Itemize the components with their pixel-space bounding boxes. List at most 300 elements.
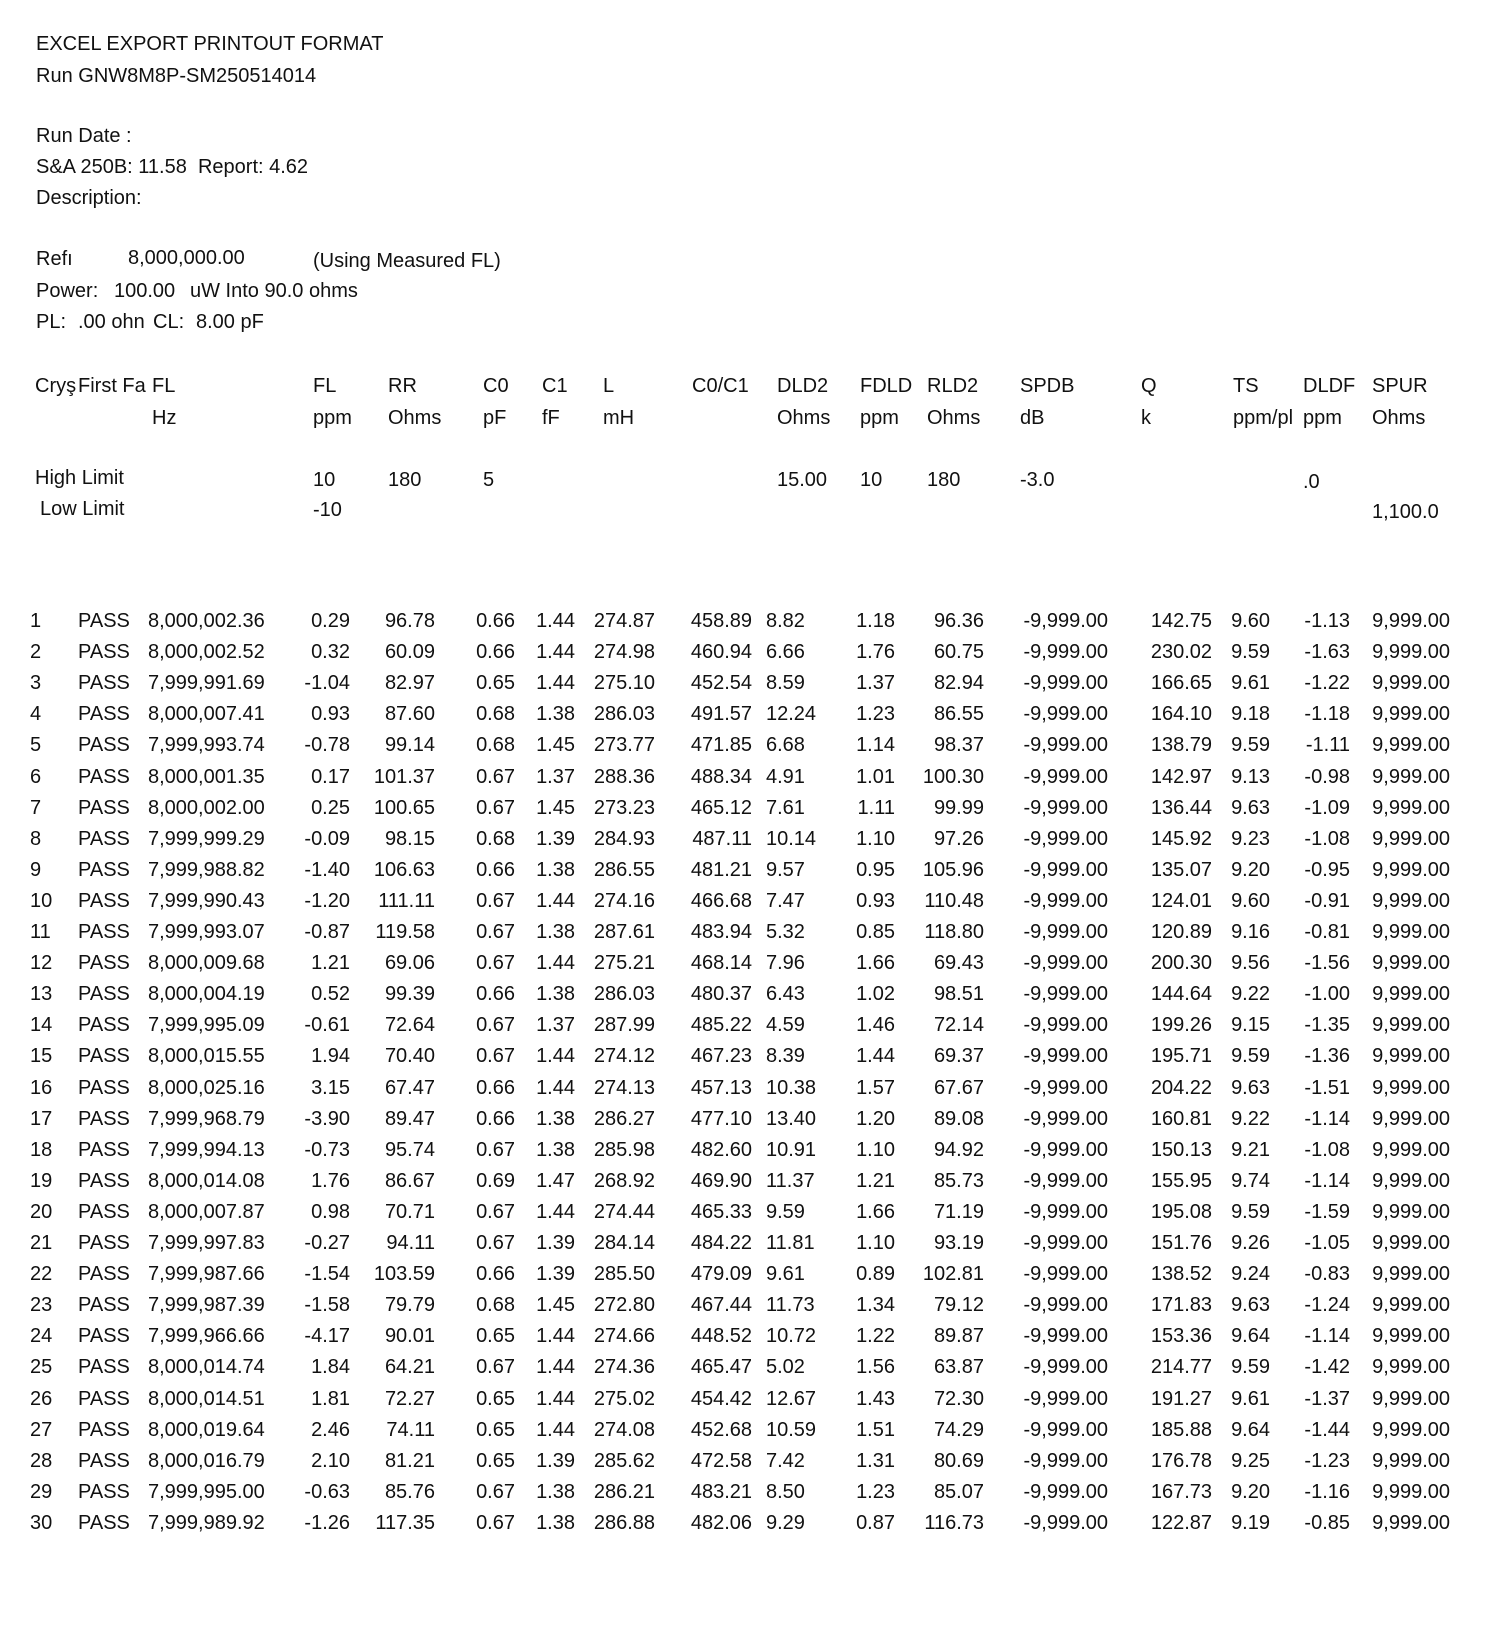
table-row <box>0 948 1504 978</box>
cell-ts: 9.61 <box>1231 672 1270 695</box>
cell-rld2: 72.14 <box>933 1014 984 1037</box>
cell-spur: 9,999.00 <box>1372 734 1450 757</box>
table-row <box>0 1384 1504 1414</box>
cell-c0-c1: 465.47 <box>690 1356 752 1379</box>
cell-q: 160.81 <box>1150 1107 1212 1130</box>
cell-q: 200.30 <box>1150 952 1212 975</box>
cell-spdb: -9,999.00 <box>1023 1449 1108 1472</box>
cell-ts: 9.64 <box>1231 1418 1270 1441</box>
cell-fdld: 1.10 <box>856 827 895 850</box>
cell-c1: 1.38 <box>536 921 575 943</box>
cell-l: 288.36 <box>593 765 655 788</box>
table-row <box>0 886 1504 916</box>
cell-dldf: -1.14 <box>1304 1107 1350 1130</box>
cell-ts: 9.20 <box>1231 858 1270 881</box>
cell-c0-c1: 485.22 <box>690 1014 752 1037</box>
cell-c1: 1.45 <box>536 1294 575 1317</box>
cell-spdb: -9,999.00 <box>1023 1045 1108 1068</box>
cell-spur: 9,999.00 <box>1372 610 1450 632</box>
cell-dldf: -1.05 <box>1304 1232 1350 1254</box>
cell-rr: 85.76 <box>384 1480 435 1503</box>
run-date: Run Date : <box>36 125 132 147</box>
cell-fl-ppm: -1.26 <box>304 1511 350 1534</box>
cell-q: 155.95 <box>1150 1169 1212 1192</box>
cell-rld2: 94.92 <box>933 1138 984 1161</box>
col-header: FL <box>152 375 176 397</box>
cell-spdb: -9,999.00 <box>1023 1169 1108 1192</box>
cell-ts: 9.20 <box>1231 1480 1270 1503</box>
cell-c1: 1.44 <box>536 672 575 695</box>
cell-rr: 82.97 <box>384 672 435 695</box>
cell-dld2: 12.24 <box>766 703 817 726</box>
cell-dldf: -1.23 <box>1304 1449 1350 1472</box>
cell-dld2: 12.67 <box>766 1387 817 1410</box>
cell-l: 274.98 <box>593 641 655 664</box>
cell-spur: 9,999.00 <box>1372 983 1450 1006</box>
cell-dldf: -1.63 <box>1304 641 1350 664</box>
cell-l: 273.23 <box>593 796 655 819</box>
cell-spur: 9,999.00 <box>1372 1480 1450 1503</box>
cell-ts: 9.13 <box>1231 765 1270 788</box>
run-label: Run <box>36 65 73 87</box>
ref-note: (Using Measured FL) <box>313 250 501 272</box>
cell-dld2: 8.82 <box>766 610 805 632</box>
cell-fl-ppm: -3.90 <box>304 1107 350 1130</box>
col-unit: ppm <box>1303 407 1342 429</box>
cell-fl-ppm: -0.63 <box>304 1480 350 1503</box>
cell-rr: 111.11 <box>378 889 435 912</box>
cell-c0: 0.65 <box>476 1325 515 1348</box>
cell-l: 274.12 <box>593 1045 655 1068</box>
cell-spur: 9,999.00 <box>1372 1418 1450 1441</box>
cell-c1: 1.44 <box>536 610 575 632</box>
cell-row-number: 19 <box>30 1169 53 1192</box>
cell-c0-c1: 483.94 <box>690 921 752 943</box>
cell-fl-ppm: -0.87 <box>304 921 350 943</box>
cell-dld2: 11.81 <box>766 1232 815 1254</box>
cell-ts: 9.26 <box>1231 1232 1270 1254</box>
cell-ts: 9.64 <box>1231 1325 1270 1348</box>
cell-rr: 86.67 <box>384 1169 435 1192</box>
cell-fl-hz: 7,999,968.79 <box>148 1107 265 1130</box>
cell-rr: 69.06 <box>384 952 435 975</box>
cell-status: PASS <box>78 765 130 788</box>
cell-rr: 70.40 <box>384 1045 435 1068</box>
cell-spdb: -9,999.00 <box>1023 672 1108 695</box>
cell-status: PASS <box>78 1480 130 1503</box>
cell-dld2: 8.50 <box>766 1480 805 1503</box>
cell-fl-hz: 7,999,993.07 <box>148 921 265 943</box>
table-row <box>0 793 1504 823</box>
cell-l: 287.99 <box>593 1014 655 1037</box>
cell-fdld: 0.87 <box>856 1511 895 1534</box>
cell-dld2: 9.59 <box>766 1200 805 1223</box>
cell-fdld: 1.56 <box>856 1356 895 1379</box>
cell-c0: 0.67 <box>476 796 515 819</box>
power-value: 100.00 <box>114 280 176 302</box>
cell-spur: 9,999.00 <box>1372 1387 1450 1410</box>
cell-dldf: -1.14 <box>1304 1325 1350 1348</box>
cell-fl-hz: 7,999,966.66 <box>148 1325 265 1348</box>
high-limit-label: High Limit <box>35 467 124 489</box>
cell-fl-ppm: -0.61 <box>304 1014 350 1037</box>
cell-rr: 72.27 <box>384 1387 435 1410</box>
cell-row-number: 23 <box>30 1294 53 1317</box>
cell-row-number: 24 <box>30 1325 53 1348</box>
cell-rld2: 102.81 <box>922 1263 984 1286</box>
cell-spdb: -9,999.00 <box>1023 1480 1108 1503</box>
cell-c1: 1.44 <box>536 1418 575 1441</box>
cell-q: 144.64 <box>1150 983 1212 1006</box>
cell-q: 195.71 <box>1150 1045 1212 1068</box>
cell-dldf: -1.11 <box>1305 734 1350 757</box>
cell-l: 274.13 <box>593 1076 655 1099</box>
cell-status: PASS <box>78 1418 130 1441</box>
cell-l: 275.21 <box>593 952 655 975</box>
cell-l: 274.08 <box>593 1418 655 1441</box>
cell-ts: 9.25 <box>1231 1449 1270 1472</box>
cell-l: 284.14 <box>593 1232 655 1254</box>
cell-q: 138.52 <box>1150 1263 1212 1286</box>
cell-c0-c1: 483.21 <box>690 1480 752 1503</box>
cell-status: PASS <box>78 1045 130 1068</box>
cell-spdb: -9,999.00 <box>1023 1294 1108 1317</box>
cell-fl-ppm: 2.10 <box>311 1449 350 1472</box>
cell-dldf: -1.08 <box>1304 1138 1350 1161</box>
cell-rld2: 97.26 <box>933 827 984 850</box>
col-header: DLD2 <box>777 375 829 397</box>
cell-row-number: 30 <box>30 1511 53 1534</box>
cell-c0: 0.67 <box>476 1511 515 1534</box>
cell-l: 286.55 <box>593 858 655 881</box>
cell-fl-ppm: 0.25 <box>311 796 350 819</box>
cell-l: 272.80 <box>593 1294 655 1317</box>
cell-c0: 0.67 <box>476 1232 515 1254</box>
cell-c1: 1.38 <box>536 983 575 1006</box>
table-row <box>0 1073 1504 1103</box>
cell-rld2: 98.37 <box>933 734 984 757</box>
cell-spur: 9,999.00 <box>1372 796 1450 819</box>
cell-fl-ppm: 0.93 <box>311 703 350 726</box>
cell-fl-hz: 7,999,990.43 <box>148 889 265 912</box>
cell-fdld: 1.11 <box>857 796 895 819</box>
cell-fdld: 1.18 <box>856 610 895 632</box>
cell-fl-hz: 8,000,002.52 <box>148 641 265 664</box>
cell-status: PASS <box>78 1325 130 1348</box>
cell-q: 142.97 <box>1150 765 1212 788</box>
cell-dld2: 7.47 <box>766 889 805 912</box>
cell-fl-ppm: 0.29 <box>311 610 350 632</box>
col-header: FDLD <box>860 375 913 397</box>
cell-l: 285.62 <box>593 1449 655 1472</box>
cell-row-number: 21 <box>30 1232 53 1254</box>
cell-spdb: -9,999.00 <box>1023 889 1108 912</box>
cell-fl-hz: 8,000,007.41 <box>148 703 265 726</box>
cell-fdld: 1.10 <box>856 1138 895 1161</box>
cell-c0: 0.66 <box>476 1263 515 1286</box>
cell-dldf: -1.18 <box>1304 703 1350 726</box>
cell-dld2: 13.40 <box>766 1107 817 1130</box>
cell-fl-hz: 7,999,989.92 <box>148 1511 265 1534</box>
cell-q: 171.83 <box>1150 1294 1212 1317</box>
cell-spur: 9,999.00 <box>1372 1294 1450 1317</box>
cell-dldf: -1.44 <box>1304 1418 1350 1441</box>
cell-c0-c1: 472.58 <box>690 1449 752 1472</box>
cell-q: 214.77 <box>1150 1356 1212 1379</box>
cell-fl-hz: 8,000,009.68 <box>148 952 265 975</box>
cell-row-number: 18 <box>30 1138 53 1161</box>
cell-spur: 9,999.00 <box>1372 641 1450 664</box>
cell-fl-ppm: -0.27 <box>304 1232 350 1254</box>
cell-dldf: -1.37 <box>1304 1387 1350 1410</box>
cell-l: 268.92 <box>593 1169 655 1192</box>
cell-dldf: -1.42 <box>1304 1356 1350 1379</box>
low-limit-label: Low Limit <box>40 498 125 520</box>
cell-l: 286.03 <box>593 703 655 726</box>
cell-dldf: -1.00 <box>1304 983 1350 1006</box>
table-row <box>0 1135 1504 1165</box>
cell-c1: 1.39 <box>536 1449 575 1472</box>
cell-c1: 1.47 <box>536 1169 575 1192</box>
cell-fl-hz: 7,999,995.00 <box>148 1480 265 1503</box>
table-row <box>0 1259 1504 1289</box>
cell-dld2: 8.59 <box>766 672 805 695</box>
cell-dldf: -1.13 <box>1304 610 1350 632</box>
cell-spur: 9,999.00 <box>1372 1449 1450 1472</box>
cell-c0: 0.65 <box>476 672 515 695</box>
cell-dld2: 10.14 <box>766 827 817 850</box>
cell-c0: 0.67 <box>476 1138 515 1161</box>
cell-rr: 60.09 <box>384 641 435 664</box>
cell-rld2: 110.48 <box>924 889 984 912</box>
cell-c1: 1.45 <box>536 734 575 757</box>
cell-rld2: 69.37 <box>933 1045 984 1068</box>
cell-dldf: -0.95 <box>1304 858 1350 881</box>
cell-c1: 1.44 <box>536 1076 575 1099</box>
cell-c0-c1: 467.23 <box>690 1045 752 1068</box>
cell-q: 195.08 <box>1150 1200 1212 1223</box>
cell-spur: 9,999.00 <box>1372 672 1450 695</box>
cell-c0: 0.67 <box>476 921 515 943</box>
cell-spur: 9,999.00 <box>1372 889 1450 912</box>
table-row <box>0 855 1504 885</box>
cell-dldf: -0.81 <box>1304 921 1350 943</box>
cell-q: 151.76 <box>1150 1232 1212 1254</box>
cell-c0-c1: 491.57 <box>690 703 752 726</box>
cell-spdb: -9,999.00 <box>1023 796 1108 819</box>
col-header: C1 <box>542 375 568 397</box>
cell-fl-ppm: 1.81 <box>311 1387 350 1410</box>
cell-c0: 0.67 <box>476 1480 515 1503</box>
cell-rld2: 89.87 <box>933 1325 984 1348</box>
cell-status: PASS <box>78 610 130 632</box>
cell-spur: 9,999.00 <box>1372 1356 1450 1379</box>
cell-fl-hz: 7,999,991.69 <box>148 672 265 695</box>
cell-row-number: 15 <box>30 1045 53 1068</box>
col-unit: dB <box>1020 407 1045 429</box>
cell-row-number: 1 <box>30 610 42 632</box>
cell-rld2: 69.43 <box>933 952 984 975</box>
cell-q: 142.75 <box>1150 610 1212 632</box>
table-row <box>0 1166 1504 1196</box>
cell-rld2: 118.80 <box>924 921 984 943</box>
high-limit-value: .0 <box>1303 471 1320 493</box>
table-row <box>0 1477 1504 1507</box>
cell-row-number: 9 <box>30 858 42 881</box>
cell-spdb: -9,999.00 <box>1023 1200 1108 1223</box>
cell-c1: 1.44 <box>536 1387 575 1410</box>
col-header: RLD2 <box>927 375 979 397</box>
cell-c1: 1.39 <box>536 1263 575 1286</box>
cell-c0: 0.65 <box>476 1418 515 1441</box>
cell-status: PASS <box>78 1449 130 1472</box>
cell-rld2: 105.96 <box>922 858 984 881</box>
cell-spdb: -9,999.00 <box>1023 921 1108 943</box>
cell-rr: 79.79 <box>384 1294 435 1317</box>
cell-q: 120.89 <box>1150 921 1212 943</box>
cell-fl-ppm: -1.54 <box>304 1263 350 1286</box>
cell-c1: 1.44 <box>536 1325 575 1348</box>
cell-c0-c1: 477.10 <box>690 1107 752 1130</box>
cell-ts: 9.23 <box>1231 827 1270 850</box>
cell-c0: 0.68 <box>476 827 515 850</box>
cell-fdld: 1.31 <box>856 1449 895 1472</box>
cell-c0-c1: 488.34 <box>690 765 752 788</box>
cell-c0-c1: 482.60 <box>690 1138 752 1161</box>
cell-fdld: 1.14 <box>856 734 895 757</box>
cell-fdld: 1.76 <box>856 641 895 664</box>
cell-spdb: -9,999.00 <box>1023 1418 1108 1441</box>
power-label: Power: <box>36 280 99 302</box>
cell-c0: 0.68 <box>476 734 515 757</box>
cell-status: PASS <box>78 796 130 819</box>
cell-ts: 9.74 <box>1231 1169 1270 1192</box>
cell-fl-hz: 7,999,994.13 <box>148 1138 265 1161</box>
cell-rld2: 71.19 <box>933 1200 984 1223</box>
report-title: EXCEL EXPORT PRINTOUT FORMAT <box>36 33 384 55</box>
cell-fdld: 1.21 <box>856 1169 895 1192</box>
cell-dldf: -1.59 <box>1304 1200 1350 1223</box>
cell-ts: 9.59 <box>1231 1200 1270 1223</box>
cell-rr: 99.39 <box>384 983 435 1006</box>
power-unit: uW Into 90.0 ohms <box>190 280 358 302</box>
cell-rr: 74.11 <box>386 1418 435 1441</box>
cell-spdb: -9,999.00 <box>1023 734 1108 757</box>
table-row <box>0 824 1504 854</box>
cell-c0: 0.67 <box>476 765 515 788</box>
cell-status: PASS <box>78 952 130 975</box>
cell-ts: 9.22 <box>1231 983 1270 1006</box>
cell-row-number: 11 <box>30 921 51 943</box>
cell-fl-hz: 8,000,014.74 <box>148 1356 265 1379</box>
cell-dldf: -1.09 <box>1304 796 1350 819</box>
cell-c0-c1: 471.85 <box>690 734 752 757</box>
cell-dldf: -1.22 <box>1304 672 1350 695</box>
cell-q: 138.79 <box>1150 734 1212 757</box>
cell-c0-c1: 448.52 <box>690 1325 752 1348</box>
cell-ts: 9.63 <box>1231 1294 1270 1317</box>
high-limit-value: 10 <box>313 469 336 491</box>
cell-ts: 9.22 <box>1231 1107 1270 1130</box>
cell-row-number: 14 <box>30 1014 53 1037</box>
cell-fl-ppm: -0.78 <box>304 734 350 757</box>
cell-c0-c1: 465.12 <box>690 796 752 819</box>
cell-fl-hz: 7,999,988.82 <box>148 858 265 881</box>
cell-q: 191.27 <box>1150 1387 1212 1410</box>
cell-fl-ppm: 1.76 <box>311 1169 350 1192</box>
cell-fdld: 1.23 <box>856 1480 895 1503</box>
cell-rr: 87.60 <box>384 703 435 726</box>
cell-dldf: -1.35 <box>1304 1014 1350 1037</box>
cell-rld2: 63.87 <box>933 1356 984 1379</box>
cell-rld2: 116.73 <box>924 1511 984 1534</box>
cell-ts: 9.59 <box>1231 641 1270 664</box>
cell-fl-hz: 8,000,001.35 <box>148 765 265 788</box>
cell-q: 166.65 <box>1150 672 1212 695</box>
cell-c0: 0.66 <box>476 1076 515 1099</box>
cell-status: PASS <box>78 703 130 726</box>
cell-c0-c1: 460.94 <box>690 641 752 664</box>
cell-c0: 0.67 <box>476 1200 515 1223</box>
table-row <box>0 1104 1504 1134</box>
cell-c0-c1: 468.14 <box>690 952 752 975</box>
cell-q: 124.01 <box>1150 889 1212 912</box>
cell-spur: 9,999.00 <box>1372 1045 1450 1068</box>
cell-dld2: 5.02 <box>766 1356 805 1379</box>
cell-c1: 1.38 <box>536 1138 575 1161</box>
cell-fl-hz: 8,000,002.36 <box>148 610 265 632</box>
cell-ts: 9.60 <box>1231 889 1270 912</box>
cell-rr: 67.47 <box>384 1076 435 1099</box>
cell-rr: 119.58 <box>375 921 435 943</box>
col-header: Q <box>1141 375 1157 397</box>
cell-dld2: 7.42 <box>766 1449 805 1472</box>
cell-fl-hz: 8,000,002.00 <box>148 796 265 819</box>
cell-l: 273.77 <box>593 734 655 757</box>
cell-row-number: 27 <box>30 1418 53 1441</box>
cell-c0-c1: 454.42 <box>690 1387 752 1410</box>
cell-row-number: 6 <box>30 765 42 788</box>
cell-c0: 0.65 <box>476 1387 515 1410</box>
cell-c0: 0.67 <box>476 1014 515 1037</box>
cell-c0-c1: 480.37 <box>690 983 752 1006</box>
table-row <box>0 1321 1504 1351</box>
high-limit-value: 180 <box>927 469 961 491</box>
low-limit-value: -10 <box>313 499 342 521</box>
cell-spur: 9,999.00 <box>1372 1232 1450 1254</box>
cell-rr: 70.71 <box>384 1200 435 1223</box>
cell-l: 285.50 <box>593 1263 655 1286</box>
table-row <box>0 1290 1504 1320</box>
cell-ts: 9.63 <box>1231 1076 1270 1099</box>
cell-rr: 103.59 <box>373 1263 435 1286</box>
cell-dld2: 4.59 <box>766 1014 805 1037</box>
cell-fl-ppm: 1.94 <box>311 1045 350 1068</box>
cell-c0-c1: 467.44 <box>690 1294 752 1317</box>
cell-c0-c1: 452.68 <box>690 1418 752 1441</box>
cell-fl-hz: 8,000,025.16 <box>148 1076 265 1099</box>
table-row <box>0 1228 1504 1258</box>
col-header: C0 <box>483 375 509 397</box>
cell-spdb: -9,999.00 <box>1023 983 1108 1006</box>
cell-fl-ppm: -4.17 <box>304 1325 350 1348</box>
cell-fl-hz: 7,999,999.29 <box>148 827 265 850</box>
col-unit: ppm/pl <box>1233 407 1294 429</box>
cell-l: 284.93 <box>593 827 655 850</box>
cell-row-number: 22 <box>30 1263 53 1286</box>
col-unit: Ohms <box>388 407 442 429</box>
col-header: SPDB <box>1020 375 1075 397</box>
